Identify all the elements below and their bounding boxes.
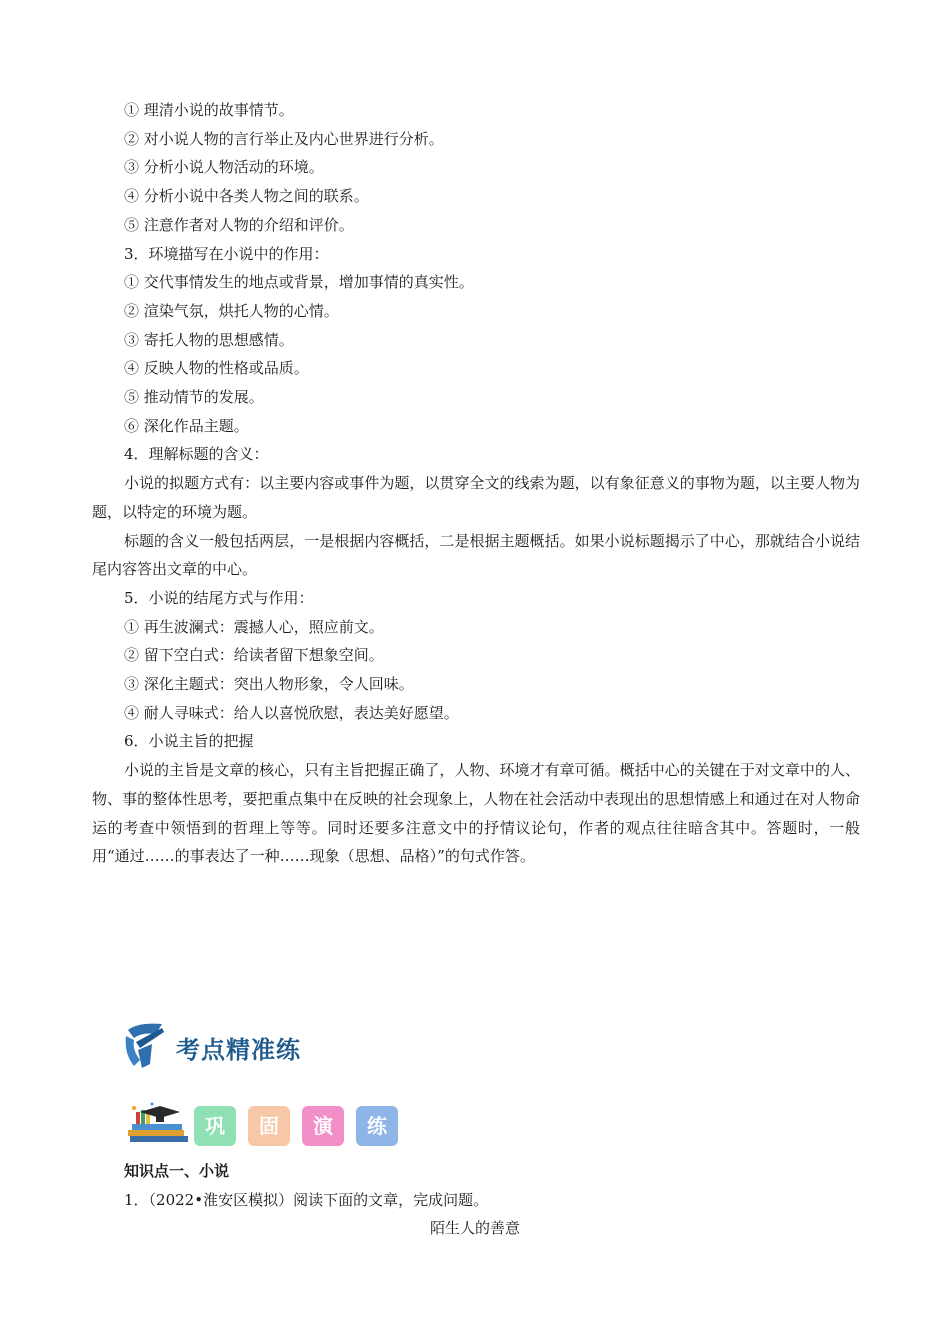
practice-tiles — [126, 1100, 426, 1150]
list-item: ① 再生波澜式：震撼人心，照应前文。 — [124, 617, 384, 636]
list-item: ② 留下空白式：给读者留下想象空间。 — [124, 646, 384, 665]
list-item: ④ 耐人寻味式：给人以喜悦欣慰，表达美好愿望。 — [124, 703, 459, 722]
list-item: ⑤ 推动情节的发展。 — [124, 388, 264, 407]
list-item: ⑥ 深化作品主题。 — [124, 416, 249, 435]
exercise-section — [124, 1157, 844, 1214]
section-heading: 4．理解标题的含义： — [124, 445, 269, 464]
books-graduation-icon — [126, 1100, 190, 1146]
section-heading: 5．小说的结尾方式与作用： — [124, 588, 314, 607]
pen-book-icon — [122, 1020, 168, 1070]
tile-gu: 固 — [248, 1106, 290, 1146]
knowledge-point-heading: 知识点一、小说 — [124, 1162, 230, 1180]
list-item: ① 交代事情发生的地点或背景，增加事情的真实性。 — [124, 273, 474, 292]
banner-title: 考点精准练 — [176, 1035, 301, 1064]
list-item: ③ 寄托人物的思想感情。 — [124, 330, 294, 349]
section-heading: 6．小说主旨的把握 — [124, 732, 254, 751]
tile-lian: 练 — [356, 1106, 398, 1146]
list-item: ④ 反映人物的性格或品质。 — [124, 359, 309, 378]
list-item: ⑤ 注意作者对人物的介绍和评价。 — [124, 215, 354, 234]
practice-banner — [122, 1020, 382, 1072]
list-item: ③ 分析小说人物活动的环境。 — [124, 158, 324, 177]
section-heading: 3．环境描写在小说中的作用： — [124, 244, 329, 263]
list-item: ④ 分析小说中各类人物之间的联系。 — [124, 187, 369, 206]
paragraph-title-meaning: 标题的含义一般包括两层，一是根据内容概括，二是根据主题概括。如果小说标题揭示了中心，那就结合小说结尾内容答出文章的中心。 — [92, 531, 860, 579]
list-item: ② 对小说人物的言行举止及内心世界进行分析。 — [124, 129, 444, 148]
list-item: ① 理清小说的故事情节。 — [124, 101, 294, 119]
paragraph-title-methods: 小说的拟题方式有：以主要内容或事件为题，以贯穿全文的线索为题，以有象征意义的事物为题，以主要人物为题，以特定的环境为题。 — [92, 474, 860, 521]
notes-content — [92, 96, 860, 871]
paragraph-theme: 小说的主旨是文章的核心，只有主旨把握正确了，人物、环境才有章可循。概括中心的关键在于对文章中的人、物、事的整体性思考，要把重点集中在反映的社会现象上，人物在社会活动中表现出的思想情感上和通过在对人物命运的考查中领悟到的哲理上等等。同时还要多注意文中的抒情议论句，作者的观点往往暗含其中。答题时，一般用“通过……的事表达了一种……现象（思想、品格）”的句式作答。 — [92, 761, 860, 866]
tile-yan: 演 — [302, 1106, 344, 1146]
list-item: ② 渲染气氛，烘托人物的心情。 — [124, 301, 339, 320]
question-text: 1．（2022•淮安区模拟）阅读下面的文章，完成问题。 — [124, 1190, 489, 1209]
story-title: 陌生人的善意 — [429, 1219, 520, 1237]
list-item: ③ 深化主题式：突出人物形象，令人回味。 — [124, 675, 414, 694]
tile-gong: 巩 — [194, 1106, 236, 1146]
